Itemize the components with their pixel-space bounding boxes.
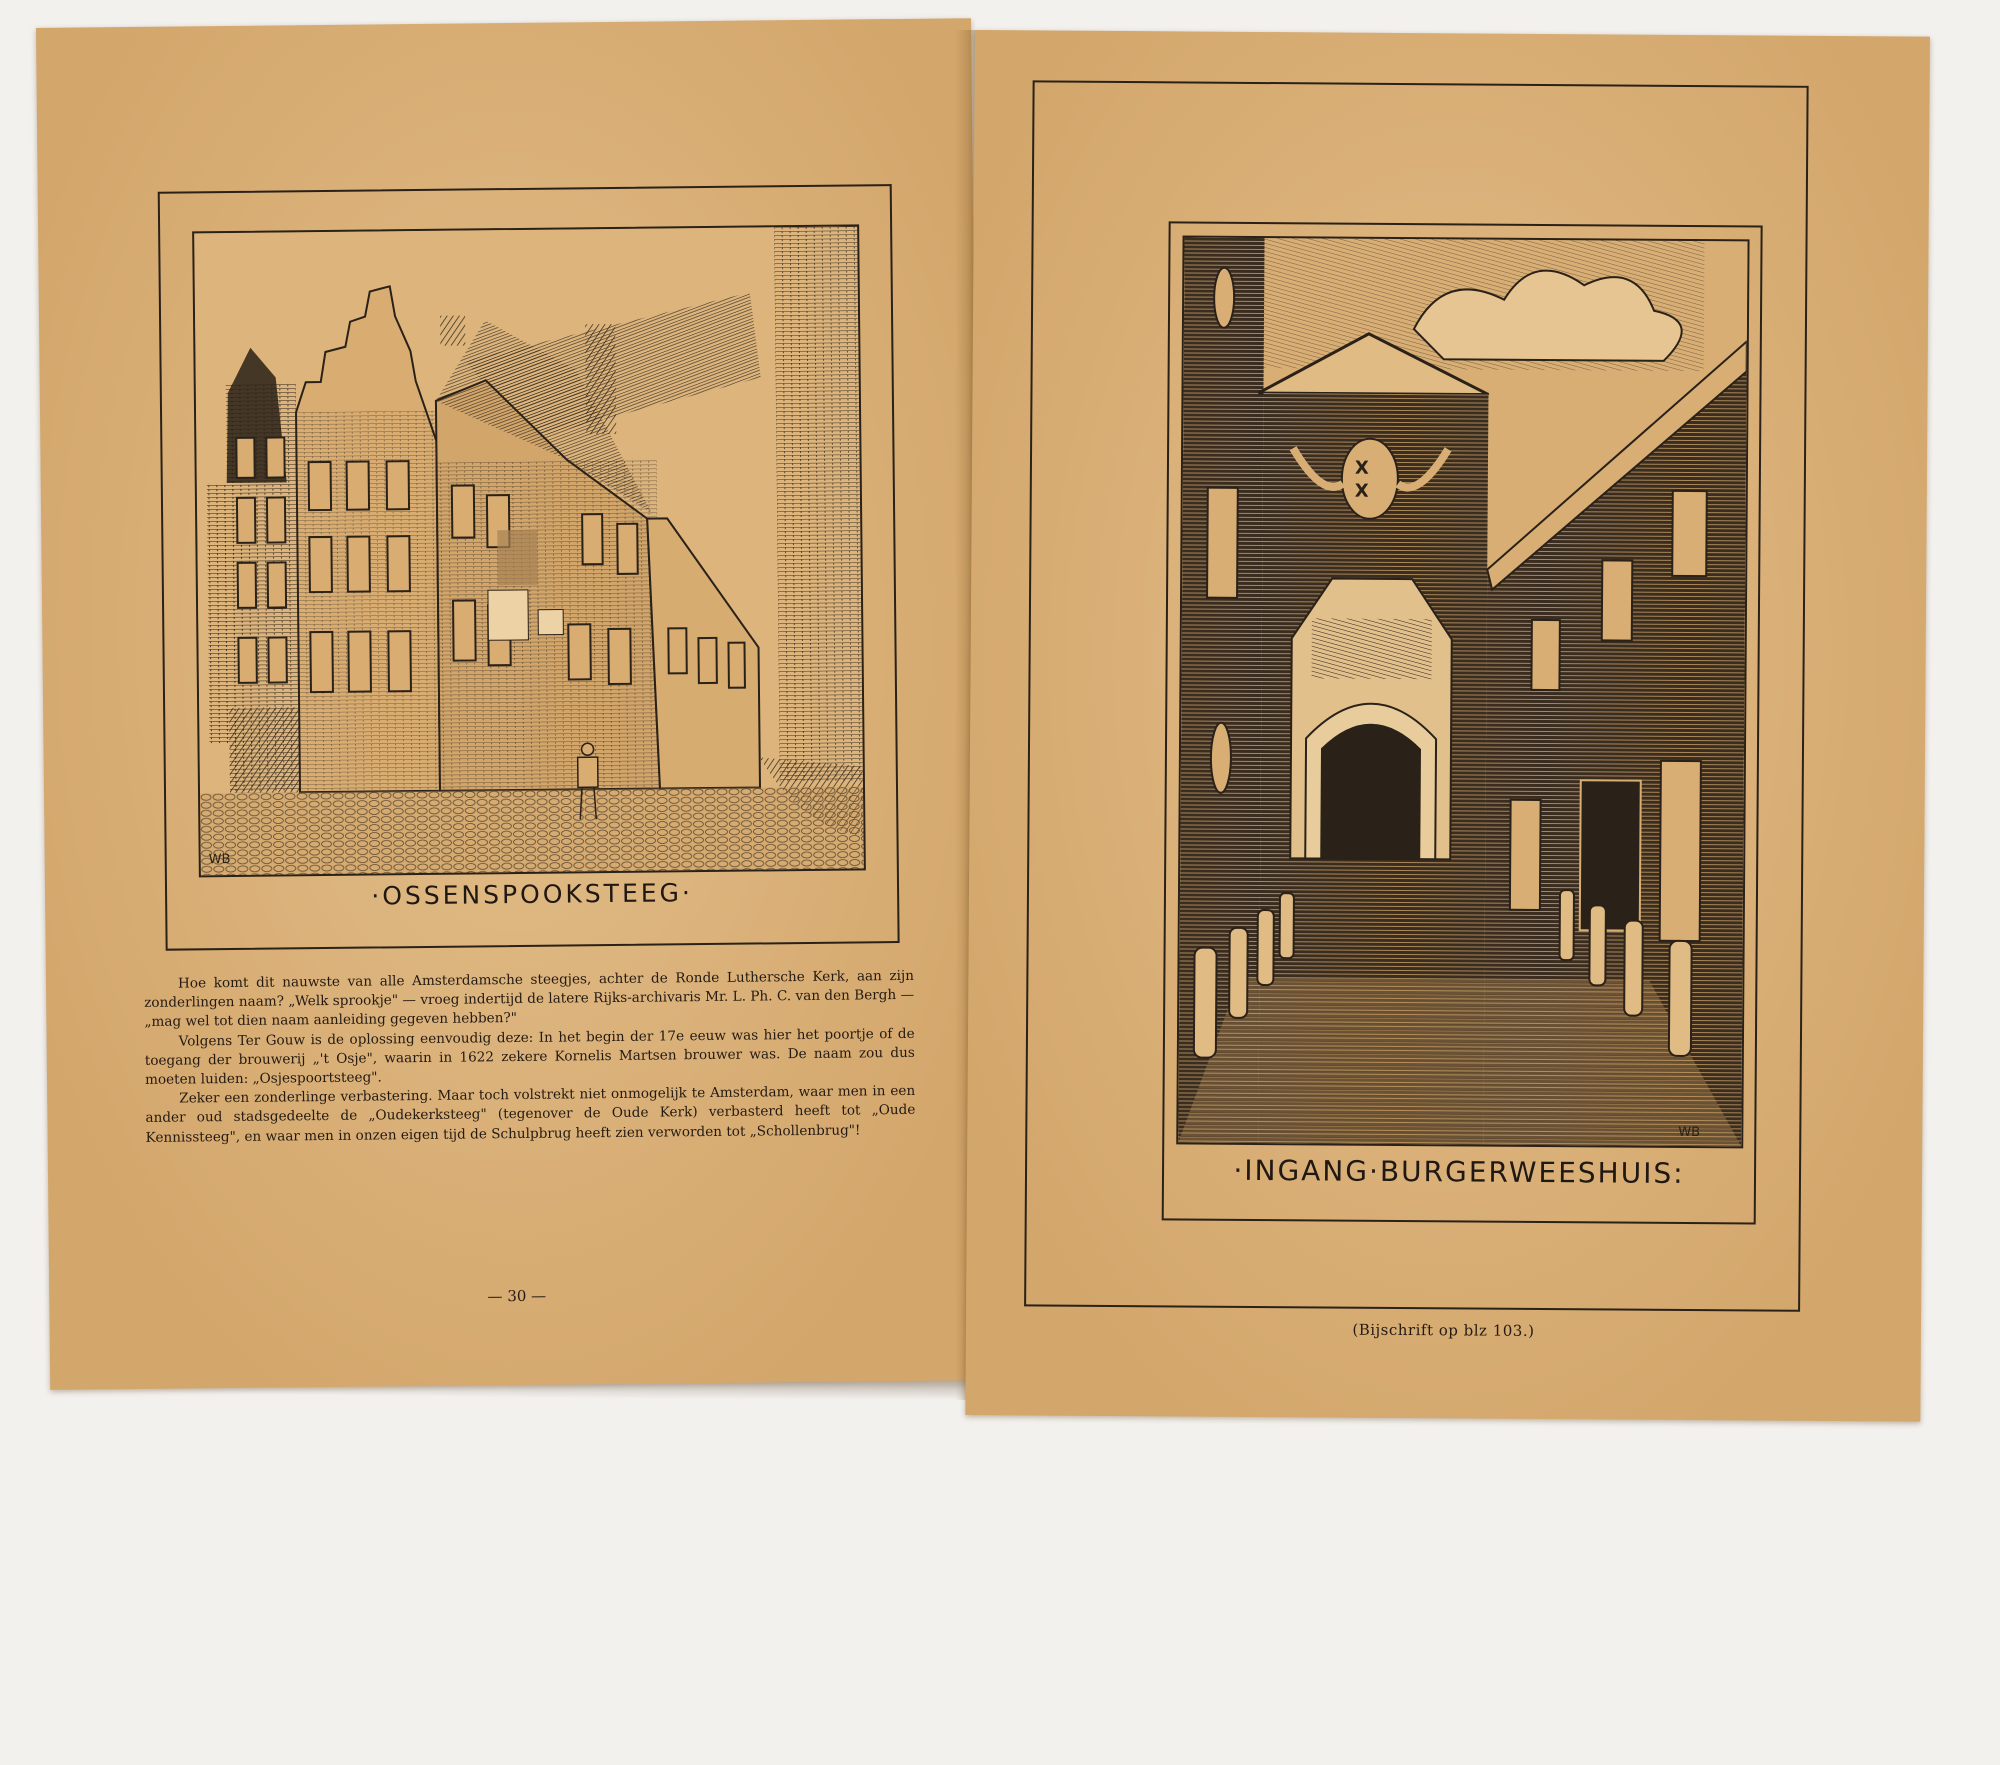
svg-text:WB: WB: [208, 852, 231, 868]
svg-text:X: X: [1354, 457, 1369, 479]
plate-caption-right: ·INGANG·BURGERWEESHUIS:: [1233, 1153, 1685, 1190]
body-text: [144, 967, 916, 1148]
paragraph: Zeker een zonderlinge verbastering. Maar toch volstrekt niet onmogelijk te Amsterdam, waar men in een ander oud stadsgedeelte de „Oudekerksteeg" (tegenover de Oude Kerk) verbasterd heeft tot „Oude Kennissteeg", en waar men in onzen eigen tijd de Schulpbrug heeft zien verworden tot „Schollenbrug"!: [145, 1083, 916, 1146]
plate-caption-left: ·OSSENSPOOKSTEEG·: [371, 878, 694, 911]
paragraph: Volgens Ter Gouw is de oplossing eenvoudig deze: In het begin der 17e eeuw was hier het poortje of de toegang der brouwerij „'t Osje", waarin in 1622 zekere Kornelis Martsen brouwer was. De naam zou dus moeten luiden: „Osjespoortsteeg".: [144, 1025, 915, 1088]
illustration-ossenspooksteeg: [192, 224, 866, 877]
footnote: (Bijschrift op blz 103.): [1352, 1320, 1535, 1340]
plate-frame-right: [1162, 221, 1763, 1224]
svg-text:X: X: [1354, 480, 1369, 502]
right-page: [965, 30, 1930, 1422]
plate-frame-left: [158, 184, 900, 951]
page-number: — 30 —: [487, 1286, 547, 1306]
left-page: [36, 18, 985, 1390]
illustration-ingang-burgerweeshuis: [1176, 235, 1749, 1148]
svg-text:WB: WB: [1678, 1124, 1701, 1141]
paragraph: Hoe komt dit nauwste van alle Amsterdamsche steegjes, achter de Ronde Luthersche Kerk, aan zijn zonderlingen naam? „Welk sprookje" — vroeg indertijd de latere Rijks-archivaris Mr. L. Ph. C. van den Bergh — „mag wel tot dien naam aanleiding gegeven hebben?": [144, 967, 915, 1031]
